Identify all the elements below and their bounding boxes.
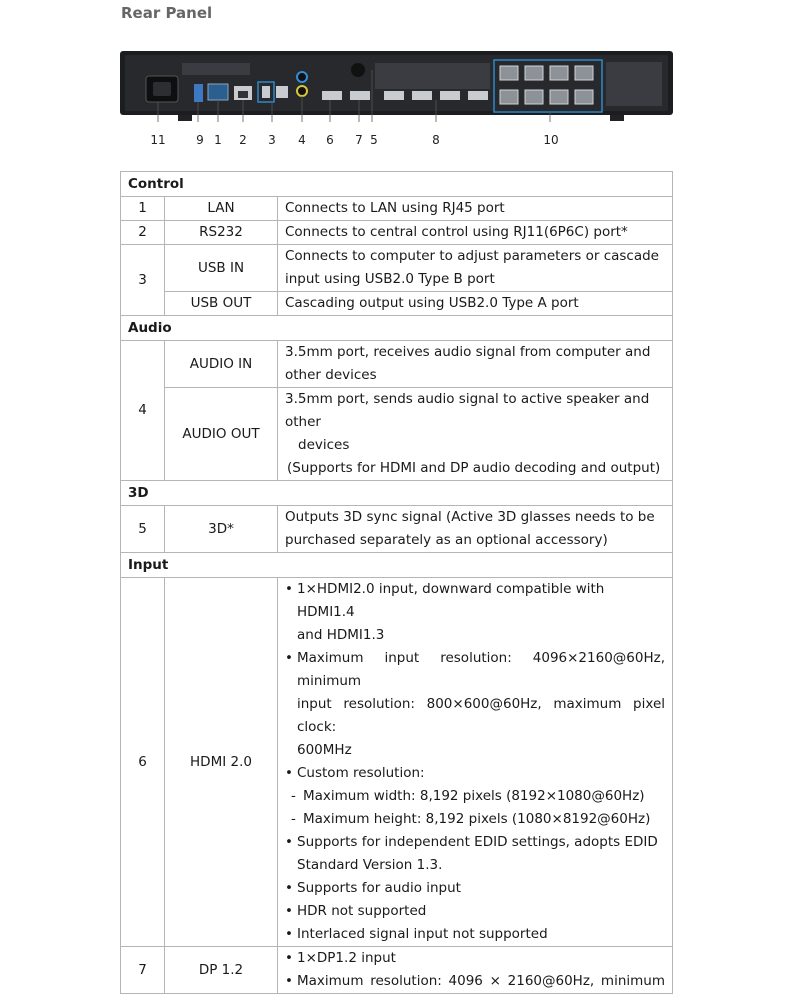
list-item: • HDR not supported: [285, 900, 665, 923]
desc-line: input using USB2.0 Type B port: [285, 271, 495, 287]
list-item: • Interlaced signal input not supported: [285, 923, 665, 946]
desc-line: purchased separately as an optional accessory): [285, 532, 608, 548]
desc-line: 3.5mm port, receives audio signal from computer and: [285, 344, 651, 360]
section-heading: Audio: [121, 316, 673, 341]
list-item: • Supports for independent EDID settings, adopts EDID Standard Version 1.3.: [285, 831, 665, 877]
lan-port: [208, 84, 228, 100]
section-heading: Control: [121, 172, 673, 197]
port-description: [278, 388, 673, 481]
callout-3: 3: [268, 133, 276, 147]
callout-5: 5: [370, 133, 378, 147]
desc-line: (Supports for HDMI and DP audio decoding and output): [287, 460, 661, 476]
row-number: 1: [121, 197, 165, 221]
device-foot: [178, 114, 192, 121]
section-row-control: [121, 172, 673, 197]
3d-port: [351, 63, 365, 77]
callout-6: 6: [326, 133, 334, 147]
row-number: 3: [121, 245, 165, 316]
list-item: • Supports for audio input: [285, 877, 665, 900]
row-number: 7: [121, 947, 165, 994]
table-row: [121, 947, 673, 994]
audio-in-jack: [297, 72, 307, 82]
callout-10: 10: [543, 133, 559, 147]
port-name: USB IN: [165, 245, 278, 292]
port-name: LAN: [165, 197, 278, 221]
list-item: • Custom resolution:: [285, 762, 665, 785]
port-name: HDMI 2.0: [165, 578, 278, 947]
list-item: • 1×DP1.2 input: [285, 947, 665, 970]
desc-line: Connects to computer to adjust parameters or cascade: [285, 248, 659, 264]
audio-out-jack: [297, 86, 307, 96]
callout-11: 11: [150, 133, 166, 147]
hdmi-port: [412, 91, 432, 100]
list-item: • 1×HDMI2.0 input, downward compatible with HDMI1.4 and HDMI1.3: [285, 578, 665, 647]
callout-9: 9: [196, 133, 204, 147]
table-row: [121, 197, 673, 221]
port-description: Connects to LAN using RJ45 port: [278, 197, 673, 221]
section-heading: Input: [121, 553, 673, 578]
row-number: 4: [121, 341, 165, 481]
usb-in-port: [276, 86, 288, 98]
spec-table: [120, 171, 673, 994]
row-number: 5: [121, 506, 165, 553]
callout-7: 7: [355, 133, 363, 147]
table-row: [121, 578, 673, 947]
table-row: [121, 341, 673, 388]
rear-panel-illustration: [120, 46, 673, 122]
hdmi-port: [468, 91, 488, 100]
row-number: 6: [121, 578, 165, 947]
hdmi-port: [384, 91, 404, 100]
port-description: [278, 245, 673, 292]
list-item: - Maximum height: 8,192 pixels (1080×8192@60Hz): [289, 808, 665, 831]
list-item: • Maximum input resolution: 4096×2160@60Hz, minimum input resolution: 800×600@60Hz, maximum pixel clock: 600MHz: [285, 647, 665, 762]
port-name: DP 1.2: [165, 947, 278, 994]
dp-port: [350, 91, 370, 100]
callout-numbers: [120, 133, 673, 151]
callout-2: 2: [239, 133, 247, 147]
hdmi-port: [440, 91, 460, 100]
list-item: - Maximum width: 8,192 pixels (8192×1080@60Hz): [289, 785, 665, 808]
port-name: 3D*: [165, 506, 278, 553]
bullet-list: [285, 578, 665, 946]
bullet-list: [285, 947, 665, 993]
port-name: RS232: [165, 221, 278, 245]
desc-line: devices: [298, 437, 350, 453]
port-name: AUDIO IN: [165, 341, 278, 388]
port-name: USB OUT: [165, 292, 278, 316]
device-foot: [610, 114, 624, 121]
table-row: [121, 388, 673, 481]
desc-line: other devices: [285, 367, 377, 383]
port-description: [278, 947, 673, 994]
callout-4: 4: [298, 133, 306, 147]
table-row: [121, 292, 673, 316]
section-heading: 3D: [121, 481, 673, 506]
port-description: [278, 578, 673, 947]
port-description: Connects to central control using RJ11(6P6C) port*: [278, 221, 673, 245]
usb-port-blue: [194, 84, 203, 102]
desc-line: Outputs 3D sync signal (Active 3D glasses needs to be: [285, 509, 655, 525]
row-number: 2: [121, 221, 165, 245]
desc-line: 3.5mm port, sends audio signal to active speaker and other: [285, 391, 650, 430]
table-row: [121, 506, 673, 553]
usb-out-port: [262, 86, 270, 98]
page-title: Rear Panel: [121, 4, 213, 22]
port-description: [278, 341, 673, 388]
callout-8: 8: [432, 133, 440, 147]
port-description: [278, 506, 673, 553]
section-row-input: [121, 553, 673, 578]
port-description: Cascading output using USB2.0 Type A port: [278, 292, 673, 316]
port-name: AUDIO OUT: [165, 388, 278, 481]
section-row-3d: [121, 481, 673, 506]
callout-1: 1: [214, 133, 222, 147]
section-row-audio: [121, 316, 673, 341]
table-row: [121, 245, 673, 292]
table-row: [121, 221, 673, 245]
list-item: • Maximum resolution: 4096 × 2160@60Hz, minimum: [285, 970, 665, 993]
hdmi-2-port: [322, 91, 342, 100]
